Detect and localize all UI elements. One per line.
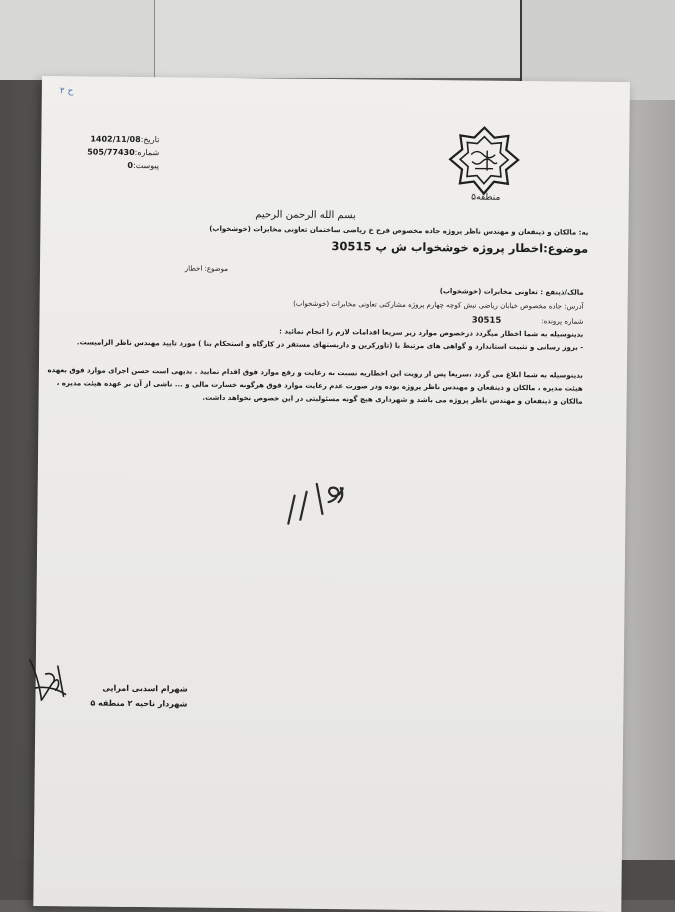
paragraph-warning: بدینوسیله به شما ابلاغ می گردد ،سریعا پس از رویت این اخطاریه نسبت به رعایت و رفع موارد فوق اقدام نمایید . بدیهی است حسن اجرای موارد فوق بعهده هیئت مدیره ، مالکان و ذینفعان و مهندس ناظر پروژه بوده ودر صورت عدم رعایت موارد فوق هرگونه خسارت مالی و ... ناشی از آن بر عهده هیئت مدیره ، مالکان و ذینفعان و مهندس ناظر پروژه می باشد و شهرداری هیچ گونه مسئولیتی در این خصوص نخواهد داشت. [47, 366, 583, 406]
meta-attachment [79, 158, 159, 172]
background-sheet-left [0, 0, 161, 80]
meta-date [79, 132, 159, 146]
file-number-line [472, 316, 584, 327]
region-caption: منطقه۵ [471, 192, 501, 203]
meta-date-label: تاریخ: [140, 135, 160, 145]
meta-number-value: 505/77430 [87, 147, 135, 157]
meta-date-value: 1402/11/08 [90, 134, 141, 145]
letter-meta [79, 132, 159, 172]
owner-line: مالک/ذینفع : تعاونی مخابرات (خوشخواب) [439, 287, 584, 297]
meta-attachment-value: 0 [127, 160, 134, 170]
paragraph-requirement: - بروز رسانی و تثبیت استاندارد و گواهی های مرتبط با (تاورکرین و داربستهای مستقر در کارگاه و استحکام بنا ) مورد تایید مهندس ناظر الزامیست. [76, 338, 584, 352]
corner-ink-mark: ح ۲ [59, 86, 74, 97]
signer-title: شهردار ناحیه ۲ منطقه ۵ [90, 698, 188, 709]
file-number-label: شماره پرونده: [541, 317, 584, 326]
file-number-value: 30515 [471, 315, 502, 326]
letter-paper [33, 76, 630, 912]
subject-secondary: موضوع: اخطار [184, 264, 229, 273]
meta-number [79, 145, 159, 159]
municipality-emblem-icon [443, 124, 526, 199]
recipient-line: به: مالکان و ذینفعان و مهندس ناظر پروژه جاده مخصوص فرح خ ریاضی ساختمان تعاونی مخابرات (خوشخواب) [209, 224, 589, 237]
meta-number-label: شماره: [134, 147, 160, 158]
signer-block [57, 680, 187, 711]
subject-line: موضوع:اخطار پروژه خوشخواب ش پ 30515 [331, 239, 589, 256]
paragraph-notice: بدینوسیله به شما اخطار میگردد درخصوص موارد زیر سریعا اقدامات لازم را انجام نمائید : [279, 327, 584, 339]
handwritten-date-note [282, 474, 373, 535]
bismillah-heading: بسم الله الرحمن الرحیم [255, 209, 356, 222]
meta-attachment-label: پیوست: [132, 160, 160, 171]
address-line: آدرس: جاده مخصوص خیابان ریاضی نبش کوچه چهارم پروژه مشارکتی تعاونی مخابرات (خوشخواب) [293, 299, 584, 311]
background-sheet-middle [154, 0, 524, 78]
signer-name: شهرام اسدبی امرایی [102, 683, 188, 694]
letter-content [33, 76, 630, 912]
